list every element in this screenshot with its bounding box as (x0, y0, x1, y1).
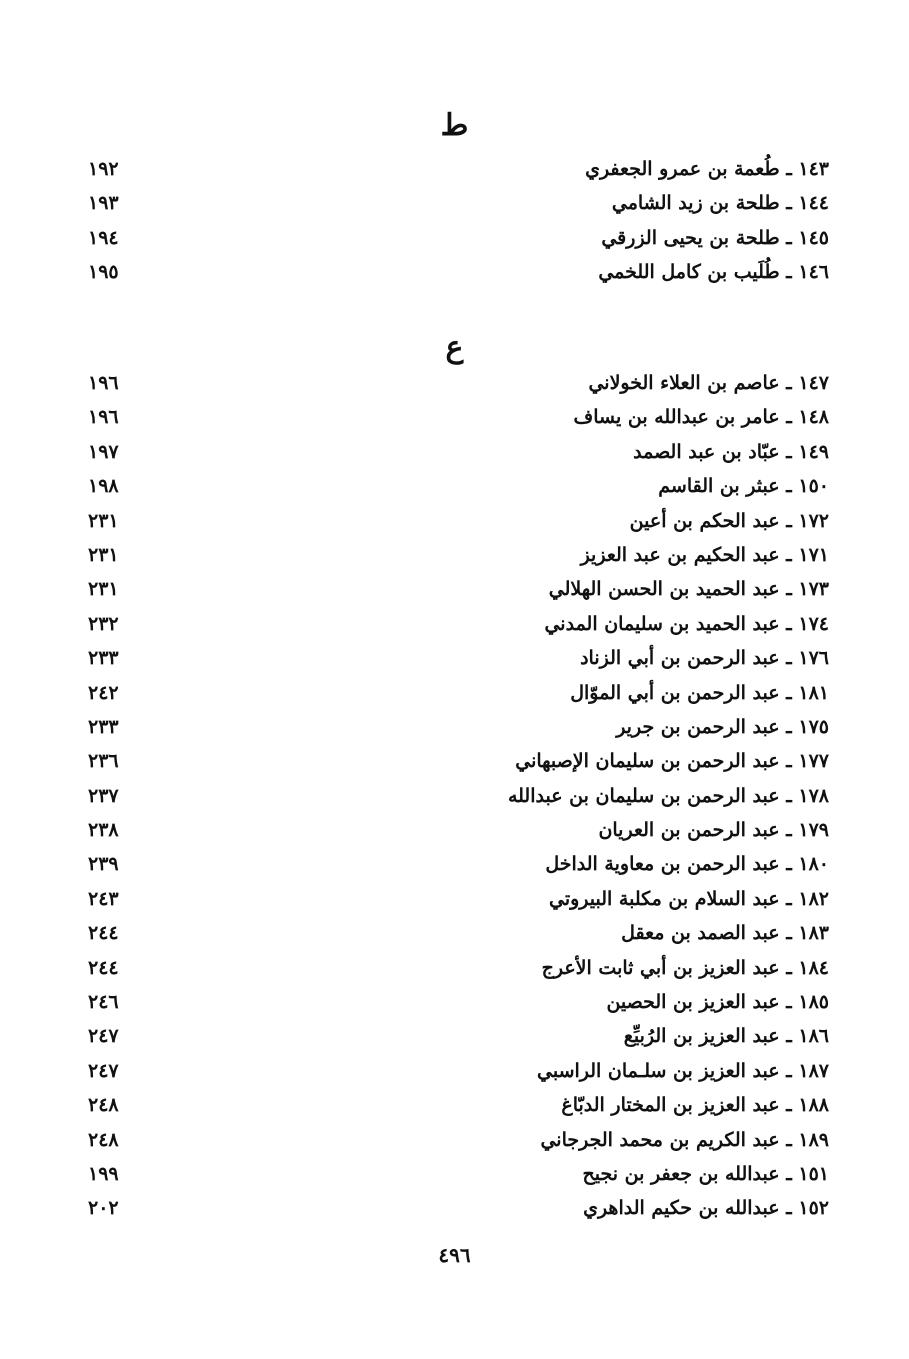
entry-page-number: ٢٤٧ (88, 1025, 119, 1048)
index-entry-row (0, 469, 909, 503)
index-entry-row (0, 400, 909, 434)
entry-name: ١٨٢ ـ عبد السلام بن مكلبة البيروتي (549, 887, 829, 910)
entry-page-number: ٢٤٣ (88, 887, 119, 910)
entry-name: ١٤٦ ـ طُلَيب بن كامل اللخمي (598, 261, 829, 284)
index-entry-row (0, 255, 909, 289)
entry-name: ١٨٧ ـ عبد العزيز بن سلـمان الراسبي (537, 1059, 829, 1082)
entry-name: ١٧١ ـ عبد الحكيم بن عبد العزيز (580, 543, 829, 566)
entry-name: ١٥١ ـ عبدالله بن جعفر بن نجيح (582, 1162, 829, 1185)
entry-page-number: ١٩٤ (88, 226, 119, 249)
entry-page-number: ١٩٢ (88, 158, 119, 180)
entry-name: ١٤٥ ـ طلحة بن يحيى الزرقي (601, 226, 829, 249)
entry-page-number: ٢٤٨ (88, 1094, 119, 1117)
index-entry-row (0, 538, 909, 572)
entry-page-number: ٢٣٩ (88, 853, 119, 876)
index-entry-row (0, 779, 909, 813)
entry-page-number: ٢٠٢ (88, 1197, 119, 1220)
entry-name: ١٧٢ ـ عبد الحكم بن أعين (629, 509, 829, 532)
entry-page-number: ١٩٣ (88, 192, 119, 215)
index-entry-row (0, 607, 909, 641)
entry-page-number: ٢٤٤ (88, 956, 119, 979)
page-number: ٤٩٦ (438, 1243, 471, 1267)
entry-name: ١٧٨ ـ عبد الرحمن بن سليمان بن عبدالله (507, 784, 829, 807)
index-entry-row (0, 1191, 909, 1225)
entry-page-number: ٢٣١ (88, 578, 119, 601)
index-entry-row (0, 641, 909, 675)
index-entry-row (0, 744, 909, 778)
index-entry-row (0, 847, 909, 881)
index-entry-row (0, 676, 909, 710)
entry-name: ١٧٩ ـ عبد الرحمن بن العريان (598, 819, 829, 842)
index-entry-row (0, 813, 909, 847)
section-heading-ain: ع (445, 330, 464, 365)
entry-page-number: ١٩٥ (88, 261, 119, 284)
entry-page-number: ٢٣١ (88, 543, 119, 566)
entry-page-number: ٢٣٢ (88, 612, 119, 635)
entry-name: ١٧٣ ـ عبد الحميد بن الحسن الهلالي (548, 578, 829, 601)
entry-page-number: ١٩٩ (88, 1162, 119, 1185)
entry-name: ١٤٨ ـ عامر بن عبدالله بن يساف (573, 406, 829, 429)
entry-page-number: ٢٤٨ (88, 1128, 119, 1151)
entry-name: ١٨١ ـ عبد الرحمن بن أبي الموّال (570, 681, 829, 704)
index-entry-row (0, 1019, 909, 1053)
entry-page-number: ٢٤٢ (88, 681, 119, 704)
entry-name: ١٨٨ ـ عبد العزيز بن المختار الدبّاغ (561, 1094, 829, 1117)
entry-page-number: ٢٣٨ (88, 819, 119, 842)
index-entry-row (0, 916, 909, 950)
entry-page-number: ٢٤٤ (88, 922, 119, 945)
entry-page-number: ٢٤٧ (88, 1059, 119, 1082)
entry-name: ١٨٥ ـ عبد العزيز بن الحصين (606, 991, 829, 1014)
entry-name: ١٥٠ ـ عبثر بن القاسم (658, 475, 829, 498)
entry-name: ١٧٤ ـ عبد الحميد بن سليمان المدني (544, 612, 829, 635)
index-entry-row (0, 504, 909, 538)
entry-page-number: ٢٣٣ (88, 715, 119, 738)
entry-page-number: ٢٣٦ (88, 750, 119, 773)
entry-page-number: ١٩٦ (88, 372, 119, 394)
entry-name: ١٤٤ ـ طلحة بن زيد الشامي (611, 192, 829, 215)
entry-page-number: ١٩٧ (88, 440, 119, 463)
entry-page-number: ٢٣٣ (88, 647, 119, 670)
entry-name: ١٧٧ ـ عبد الرحمن بن سليمان الإصبهاني (515, 750, 829, 773)
index-entry-row (0, 1157, 909, 1191)
entry-name: ١٤٩ ـ عبّاد بن عبد الصمد (633, 440, 829, 463)
entry-name: ١٨٤ ـ عبد العزيز بن أبي ثابت الأعرج (541, 956, 829, 979)
entry-name: ١٤٧ ـ عاصم بن العلاء الخولاني (588, 372, 829, 394)
entry-list-ain (0, 366, 909, 1226)
entry-page-number: ٢٣٧ (88, 784, 119, 807)
entry-page-number: ١٩٦ (88, 406, 119, 429)
entry-name: ١٨٣ ـ عبد الصمد بن معقل (621, 922, 829, 945)
index-entry-row (0, 186, 909, 220)
entry-name: ١٥٢ ـ عبدالله بن حكيم الداهري (583, 1197, 829, 1220)
entry-name: ١٤٣ ـ طُعمة بن عمرو الجعفري (585, 158, 829, 180)
entry-name: ١٧٦ ـ عبد الرحمن بن أبي الزناد (580, 647, 829, 670)
entry-name: ١٨٦ ـ عبد العزيز بن الرُبيِّع (623, 1025, 829, 1048)
index-entry-row (0, 1123, 909, 1157)
index-entry-row (0, 1054, 909, 1088)
entry-name: ١٨٠ ـ عبد الرحمن بن معاوية الداخل (545, 853, 829, 876)
index-entry-row (0, 366, 909, 400)
entry-page-number: ٢٤٦ (88, 991, 119, 1014)
index-entry-row (0, 152, 909, 186)
index-entry-row (0, 985, 909, 1019)
index-entry-row (0, 951, 909, 985)
entry-list-ta (0, 152, 909, 290)
index-entry-row (0, 710, 909, 744)
section-heading-ta: ط (440, 108, 469, 143)
index-entry-row (0, 572, 909, 606)
index-entry-row (0, 435, 909, 469)
entry-name: ١٨٩ ـ عبد الكريم بن محمد الجرجاني (540, 1128, 829, 1151)
entry-page-number: ٢٣١ (88, 509, 119, 532)
index-entry-row (0, 221, 909, 255)
entry-name: ١٧٥ ـ عبد الرحمن بن جرير (616, 715, 829, 738)
entry-page-number: ١٩٨ (88, 475, 119, 498)
index-entry-row (0, 882, 909, 916)
index-entry-row (0, 1088, 909, 1122)
